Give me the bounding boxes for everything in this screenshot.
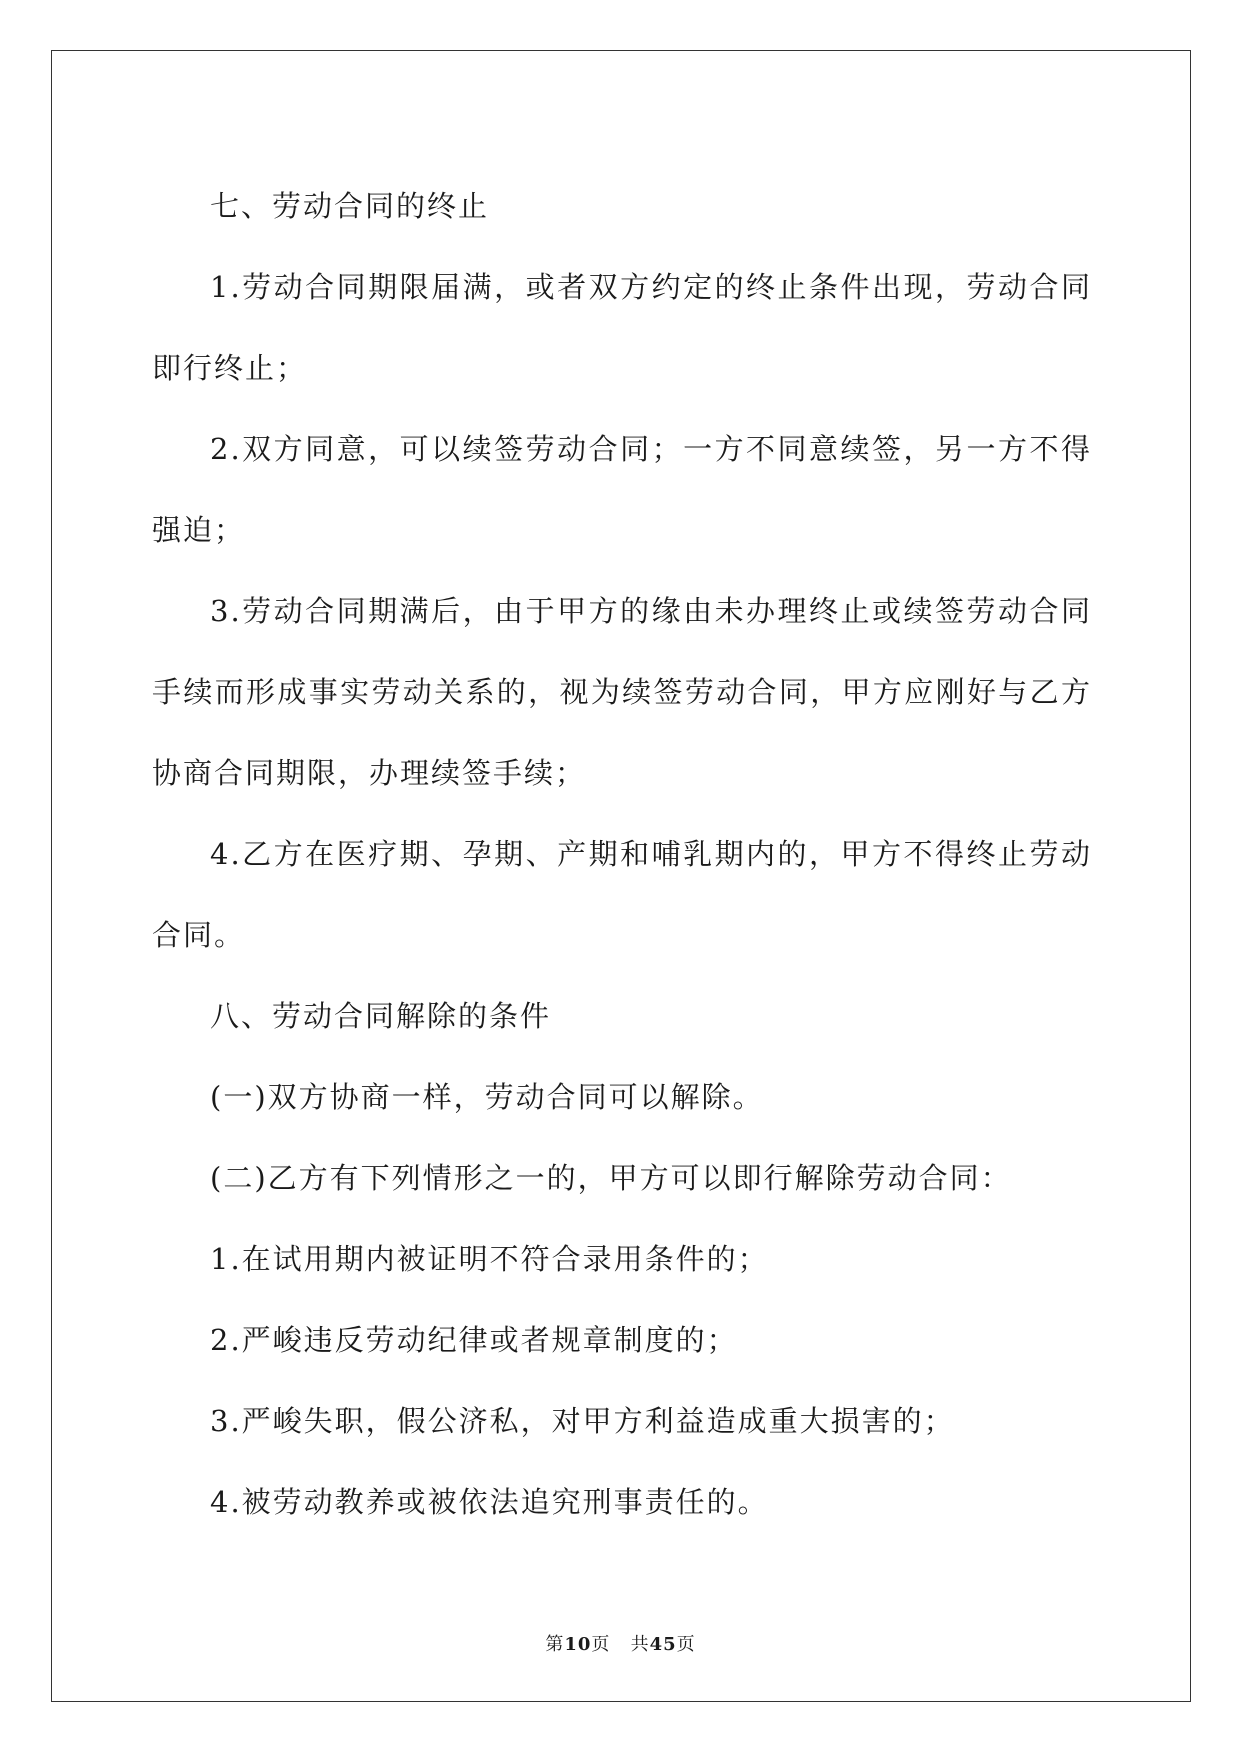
list-item: 2.严峻违反劳动纪律或者规章制度的； <box>210 1323 738 1357</box>
footer-total-prefix: 共 <box>630 1634 650 1655</box>
footer-prefix: 第 <box>545 1634 565 1655</box>
current-page-number: 10 <box>564 1634 592 1655</box>
paragraph: (一)双方协商一样，劳动合同可以解除。 <box>210 1080 764 1114</box>
list-item: 4.被劳动教养或被依法追究刑事责任的。 <box>210 1485 769 1519</box>
list-item: 1.在试用期内被证明不符合录用条件的； <box>210 1242 769 1276</box>
page-footer <box>0 1630 1241 1656</box>
paragraph: (二)乙方有下列情形之一的，甲方可以即行解除劳动合同： <box>210 1161 1012 1195</box>
paragraph: 4.乙方在医疗期、孕期、产期和哺乳期内的，甲方不得终止劳动合同。 <box>152 837 1092 952</box>
footer-total-suffix: 页 <box>676 1634 696 1655</box>
list-item: 3.严峻失职，假公济私，对甲方利益造成重大损害的； <box>210 1404 955 1438</box>
section-heading: 八、劳动合同解除的条件 <box>210 999 552 1033</box>
paragraph: 2.双方同意，可以续签劳动合同；一方不同意续签，另一方不得强迫； <box>152 432 1092 547</box>
footer-page-suffix: 页 <box>591 1634 611 1655</box>
total-page-count: 45 <box>649 1634 677 1655</box>
section-heading: 七、劳动合同的终止 <box>210 189 490 223</box>
paragraph: 1.劳动合同期限届满，或者双方约定的终止条件出现，劳动合同即行终止； <box>152 270 1092 385</box>
document-body <box>152 166 1092 1543</box>
paragraph: 3.劳动合同期满后，由于甲方的缘由未办理终止或续签劳动合同手续而形成事实劳动关系的，视为续签劳动合同，甲方应刚好与乙方协商合同期限，办理续签手续； <box>152 594 1092 790</box>
